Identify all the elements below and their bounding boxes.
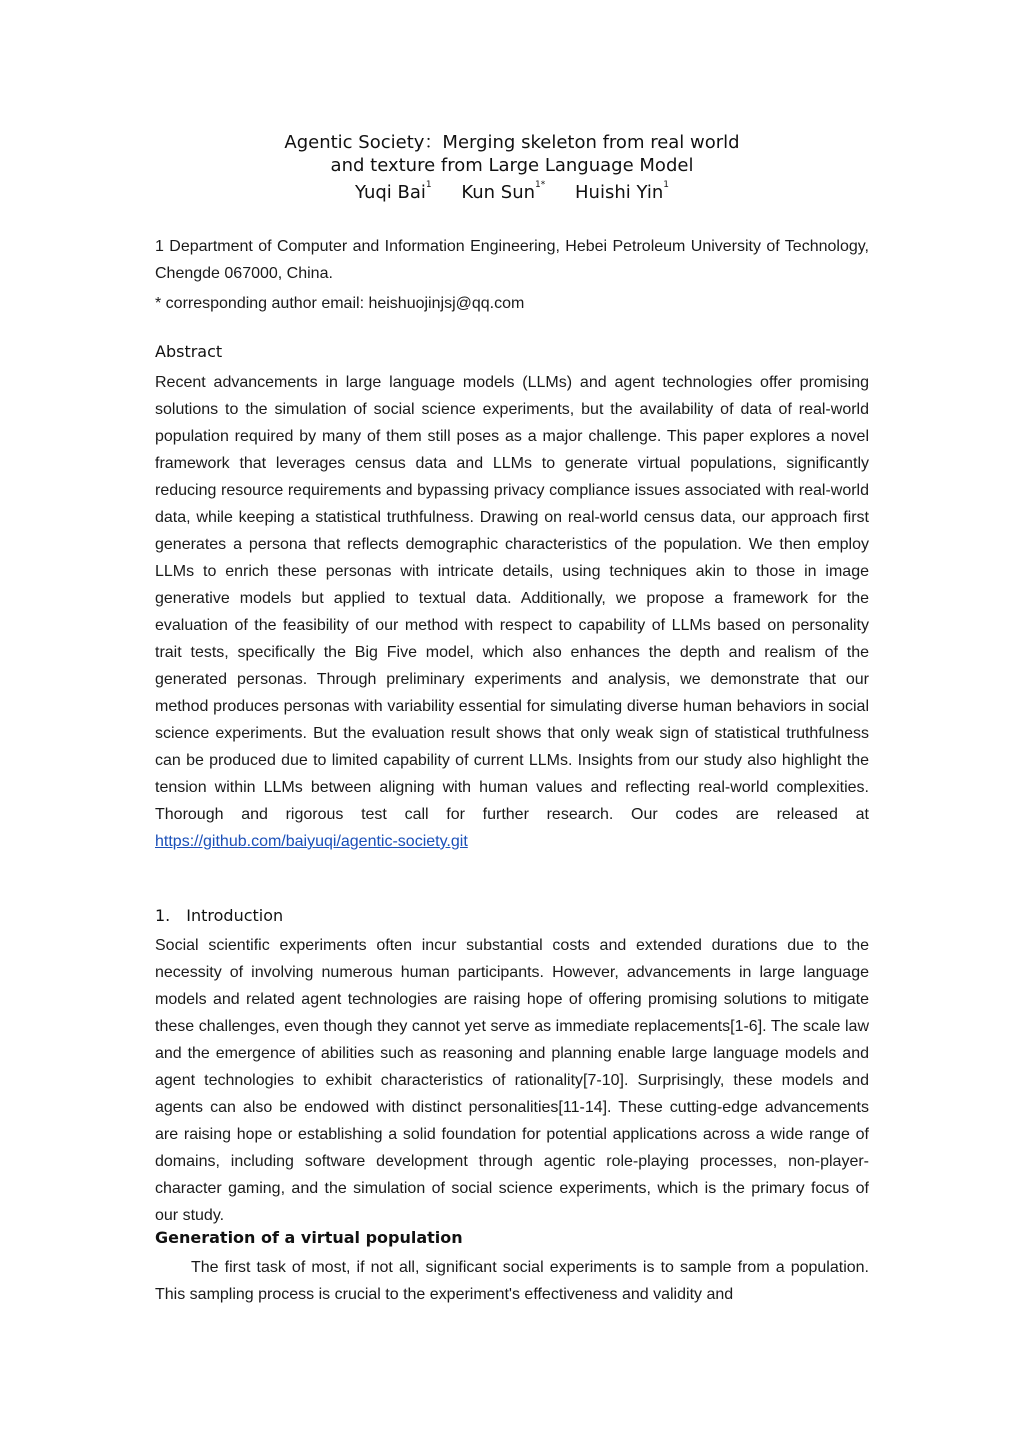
section-number: 1. [155,906,171,925]
subsection-heading: Generation of a virtual population [155,1228,463,1247]
author-list [0,182,1024,203]
corresponding-author: * corresponding author email: heishuojinjsj@qq.com [155,295,525,312]
abstract-heading: Abstract [155,342,223,361]
author: Huishi Yin$^1$ [575,180,669,203]
author: Kun Sun$^{1*}$ [461,180,546,203]
author: Yuqi Bai$^1$ [355,180,432,203]
introduction-body: Social scientific experiments often incur substantial costs and extended durations due to the necessity of involving numerous human participants. However, advancements in large language models and related agent technologies are raising hope of offering promising solutions to mitigate these challenges, even though they cannot yet serve as immediate replacements[1-6]. The scale law and the emergence of abilities such as reasoning and planning enable large language models and agent technologies to exhibit characteristics of rationality[7-10]. Surprisingly, these models and agents can also be endowed with distinct personalities[11-14]. These cutting-edge advancements are raising hope or establishing a solid foundation for potential applications across a wide range of domains, including software development through agentic role-playing processes, non-player-character gaming, and the simulation of social science experiments, which is the primary focus of our study. [155,937,869,1224]
affiliation: 1 Department of Computer and Information Engineering, Hebei Petroleum University of Technology, Chengde 067000, China. [155,238,869,282]
code-repo-link[interactable]: https://github.com/baiyuqi/agentic-society.git [155,833,468,850]
introduction-heading [155,906,283,925]
paper-title-line1: Agentic Society：Merging skeleton from real world [284,132,740,153]
subsection-body: The first task of most, if not all, significant social experiments is to sample from a population. This sampling process is crucial to the experiment's effectiveness and validity and [155,1259,869,1303]
abstract-body [155,369,869,855]
section-title: Introduction [186,906,284,925]
abstract-text: Recent advancements in large language models (LLMs) and agent technologies offer promising solutions to the simulation of social science experiments, but the availability of data of real-world population required by many of them still poses as a major challenge. This paper explores a novel framework that leverages census data and LLMs to generate virtual populations, significantly reducing resource requirements and bypassing privacy compliance issues associated with real-world data, while keeping a statistical truthfulness. Drawing on real-world census data, our approach first generates a persona that reflects demographic characteristics of the population. We then employ LLMs to enrich these personas with intricate details, using techniques akin to those in image generative models but applied to textual data. Additionally, we propose a framework for the evaluation of the feasibility of our method with respect to capability of LLMs based on personality trait tests, specifically the Big Five model, which also enhances the depth and realism of the generated personas. Through preliminary experiments and analysis, we demonstrate that our method produces personas with variability essential for simulating diverse human behaviors in social science experiments. But the evaluation result shows that only weak sign of statistical truthfulness can be produced due to limited capability of current LLMs. Insights from our study also highlight the tension within LLMs between aligning with human values and reflecting real-world complexities. Thorough and rigorous test call for further research. Our codes are released at [155,374,869,823]
paper-title-line2: and texture from Large Language Model [330,155,694,176]
